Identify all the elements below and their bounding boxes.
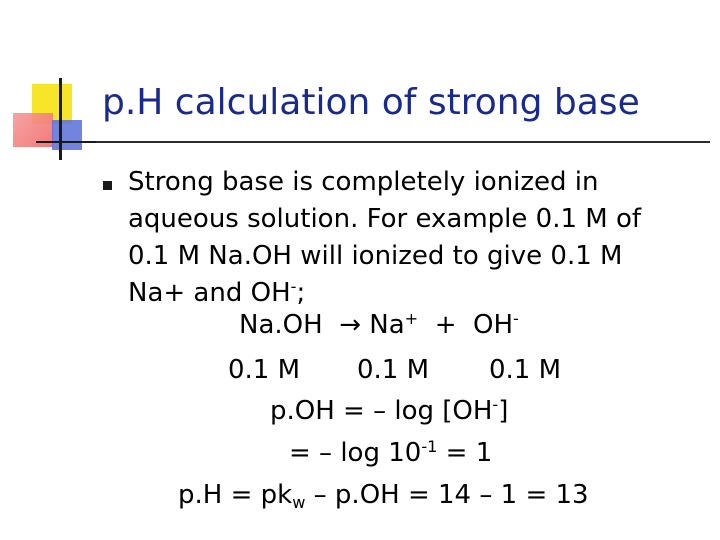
slide-title: p.H calculation of strong base: [102, 82, 640, 123]
arrow-right-icon: →: [339, 310, 361, 340]
concentration-3: 0.1 M: [489, 355, 562, 385]
intro-line-3: 0.1 M Na.OH will ionized to give 0.1 M: [128, 241, 623, 271]
concentration-2: 0.1 M: [357, 355, 430, 385]
intro-line-2: aqueous solution. For example 0.1 M of: [128, 204, 642, 234]
intro-line-1: Strong base is completely ionized in: [128, 167, 599, 197]
blue-square-decoration: [52, 120, 82, 150]
title-underline: [96, 141, 710, 143]
ph-equation: $p.H = pk_w - p.OH = 14 - 1 = 13$: [178, 480, 589, 512]
slide-logo-decoration: [0, 0, 100, 170]
bullet-icon: [103, 181, 112, 190]
product-anion: OH-: [473, 309, 519, 340]
intro-line-4: Na+ and OH-;: [128, 277, 306, 308]
plus-sign: +: [434, 310, 457, 340]
log-equation: = – $\log 10^{-1} = 1$: [289, 437, 493, 468]
short-rule-decoration: [36, 141, 98, 143]
poh-equation: p.OH = – log [OH-]: [270, 395, 509, 426]
concentration-1: 0.1 M: [228, 355, 301, 385]
dissociation-equation: [239, 310, 519, 340]
reactant-label: Na.OH: [239, 310, 323, 340]
intro-paragraph: [128, 164, 688, 312]
vertical-rule-decoration: [59, 78, 62, 160]
product-cation: Na+: [369, 309, 419, 340]
